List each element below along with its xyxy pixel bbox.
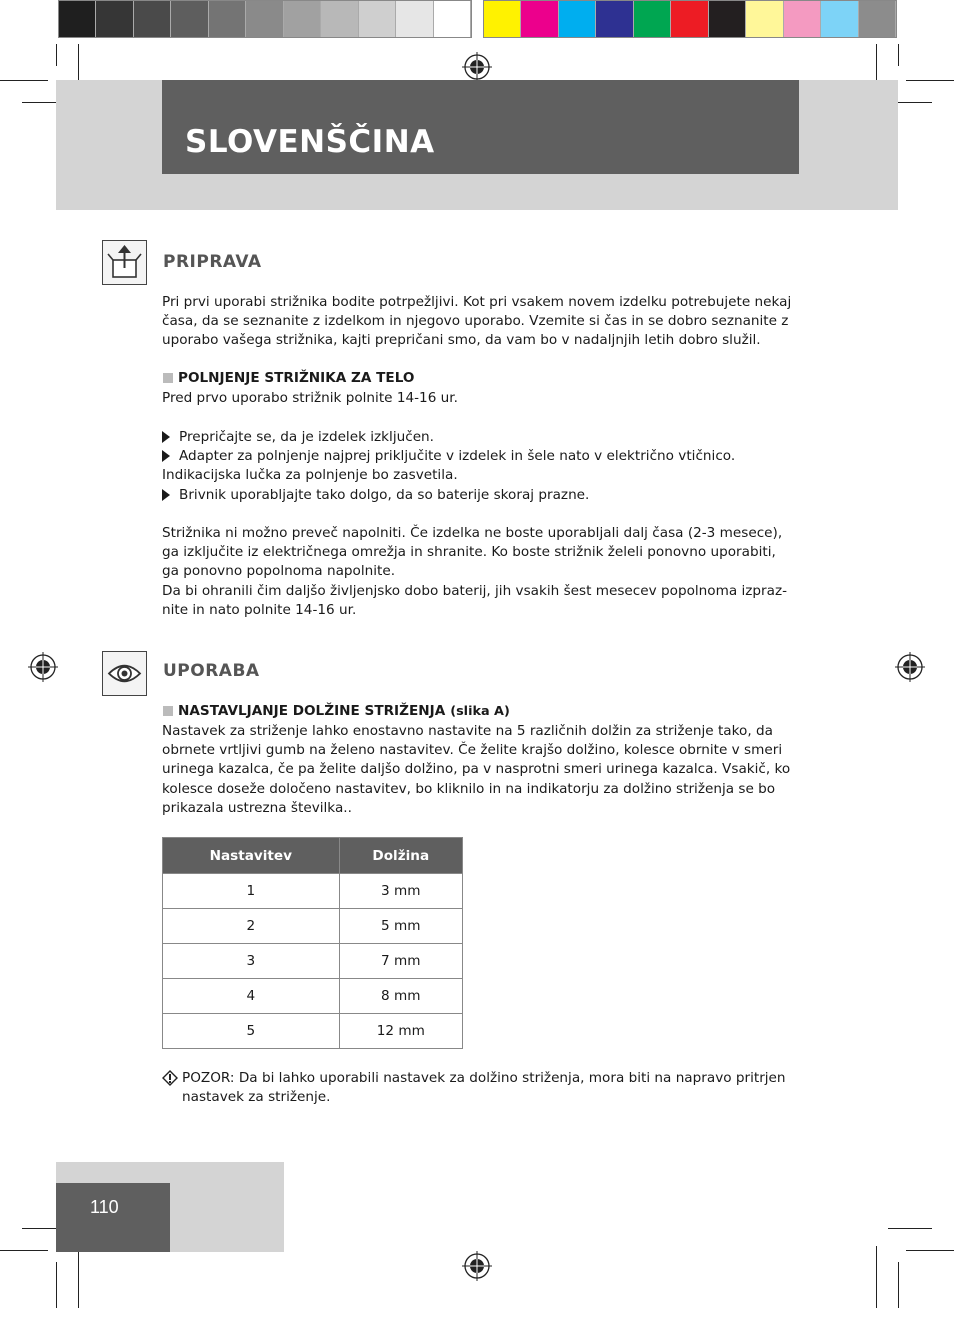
- color-swatch: [284, 1, 321, 37]
- table-cell: 2: [163, 909, 340, 944]
- color-swatch: [96, 1, 133, 37]
- crop-mark: [906, 80, 954, 81]
- color-swatch: [709, 1, 746, 37]
- color-swatch: [246, 1, 283, 37]
- triangle-bullet-icon: [162, 489, 170, 501]
- table-cell: 5: [163, 1014, 340, 1049]
- color-swatch: [59, 1, 96, 37]
- color-swatch: [821, 1, 858, 37]
- warning-note: [162, 1069, 802, 1107]
- crop-mark: [898, 1262, 899, 1308]
- registration-mark-icon: [462, 52, 492, 82]
- color-swatch: [321, 1, 358, 37]
- color-swatch: [134, 1, 171, 37]
- table-row: [163, 979, 463, 1014]
- table-cell: 12 mm: [339, 1014, 462, 1049]
- triangle-bullet-icon: [162, 431, 170, 443]
- color-swatch: [484, 1, 521, 37]
- warning-icon: [162, 1070, 178, 1086]
- crop-mark: [898, 44, 899, 66]
- list-item-text: Prepričajte se, da je izdelek izključen.: [179, 429, 434, 445]
- table-cell: 3 mm: [339, 874, 462, 909]
- charging-note-1: Strižnika ni možno preveč napolniti. Če izdelka ne boste uporabljali dalj časa (2-3 mesece), ga izključite iz električnega omrežja in shranite. Ko boste strižnik želeli ponovno uporabiti, ga ponovno popolnoma napolnite.: [162, 525, 783, 580]
- intro-paragraph: [162, 293, 802, 351]
- section-heading-uporaba: UPORABA: [163, 661, 260, 681]
- crop-mark: [78, 1246, 79, 1308]
- sub-heading-text: NASTAVLJANJE DOLŽINE STRIŽENJA: [178, 703, 446, 719]
- bullet-list: [162, 428, 802, 505]
- color-swatch: [434, 1, 471, 37]
- page-title: SLOVENŠČINA: [185, 124, 435, 160]
- color-swatch: [634, 1, 671, 37]
- table-row: [163, 1014, 463, 1049]
- gray-calibration-bar: [58, 0, 472, 38]
- color-swatch: [784, 1, 821, 37]
- table-header-cell: Dolžina: [339, 838, 462, 874]
- table-header-row: [163, 838, 463, 874]
- list-item-text: Brivnik uporabljajte tako dolgo, da so baterije skoraj prazne.: [179, 486, 590, 503]
- color-swatch: [209, 1, 246, 37]
- intro-text: Pri prvi uporabi strižnika bodite potrpežljivi. Kot pri vsakem novem izdelku potrebujete nekaj časa, da se seznanite z izdelkom in njegovo uporabo. Vzemite si čas in se dobro seznanite z uporabo vašega strižnika, kajti prepričani smo, da vam bo v nadaljnjih letih dobro služil.: [162, 294, 792, 349]
- sub-heading-suffix: (slika A): [450, 703, 510, 719]
- length-settings-table: [162, 837, 463, 1049]
- table-cell: 5 mm: [339, 909, 462, 944]
- sub-heading-nastavljanje: [163, 703, 510, 719]
- square-bullet-icon: [163, 706, 173, 716]
- list-item: [162, 428, 802, 447]
- table-row: [163, 909, 463, 944]
- warning-text: POZOR: Da bi lahko uporabili nastavek za dolžino striženja, mora biti na napravo pritrjen nastavek za striženje.: [182, 1070, 786, 1106]
- section-heading-priprava: PRIPRAVA: [163, 252, 262, 272]
- table-row: [163, 874, 463, 909]
- page-number: 110: [90, 1197, 119, 1217]
- charge-instruction-text: Pred prvo uporabo strižnik polnite 14-16 ur.: [162, 390, 458, 406]
- registration-mark-icon: [28, 652, 58, 682]
- crop-mark: [56, 1262, 57, 1308]
- usage-text: Nastavek za striženje lahko enostavno nastavite na 5 različnih dolžin za striženje tako, da obrnete vrtljivi gumb na želeno nastavitev. Če želite krajšo dolžino, kolesce obrnite v smeri urinega kazalca, če pa želite daljšo dolžino, pa v nasprotni smeri urinega kazalca. Vsakič, ko kolesce doseže določeno nastavitev, bo kliknilo in na indikatorju za dolžino striženja se bo prikazala ustrezna številka..: [162, 723, 791, 816]
- color-calibration-bar: [483, 0, 897, 38]
- crop-mark: [56, 44, 57, 66]
- crop-mark: [0, 1250, 48, 1251]
- color-swatch: [521, 1, 558, 37]
- list-item-text: Adapter za polnjenje najprej priključite v izdelek in šele nato v električno vtičnico.: [179, 448, 736, 465]
- crop-mark: [906, 1250, 954, 1251]
- table-cell: 7 mm: [339, 944, 462, 979]
- triangle-bullet-icon: [162, 450, 170, 462]
- table-header-cell: Nastavitev: [163, 838, 340, 874]
- color-swatch: [671, 1, 708, 37]
- sub-heading-text: POLNJENJE STRIŽNIKA ZA TELO: [178, 370, 415, 386]
- color-swatch: [396, 1, 433, 37]
- registration-mark-icon: [462, 1251, 492, 1281]
- usage-paragraph: [162, 722, 792, 818]
- table-row: [163, 944, 463, 979]
- color-swatch: [359, 1, 396, 37]
- crop-mark: [888, 1228, 932, 1229]
- table-cell: 1: [163, 874, 340, 909]
- charging-note-2: Da bi ohranili čim daljšo življenjsko dobo baterij, jih vsakih šest mesecev popolnoma izpraz-nite in nato polnite 14-16 ur.: [162, 582, 787, 618]
- table-cell: 8 mm: [339, 979, 462, 1014]
- color-swatch: [596, 1, 633, 37]
- color-swatch: [171, 1, 208, 37]
- crop-mark: [876, 1246, 877, 1308]
- list-item-continuation: Indikacijska lučka za polnjenje bo zasvetila.: [162, 467, 458, 484]
- table-cell: 3: [163, 944, 340, 979]
- table-cell: 4: [163, 979, 340, 1014]
- charge-instruction: [162, 389, 802, 408]
- color-swatch: [746, 1, 783, 37]
- registration-mark-icon: [895, 652, 925, 682]
- list-item: [162, 447, 802, 466]
- crop-mark: [0, 80, 48, 81]
- package-arrow-up-icon: [102, 240, 147, 285]
- color-swatch: [859, 1, 896, 37]
- square-bullet-icon: [163, 373, 173, 383]
- list-item: [162, 486, 802, 505]
- eye-icon: [102, 651, 147, 696]
- sub-heading-polnjenje: [163, 370, 414, 386]
- color-swatch: [559, 1, 596, 37]
- charging-notes: [162, 524, 792, 620]
